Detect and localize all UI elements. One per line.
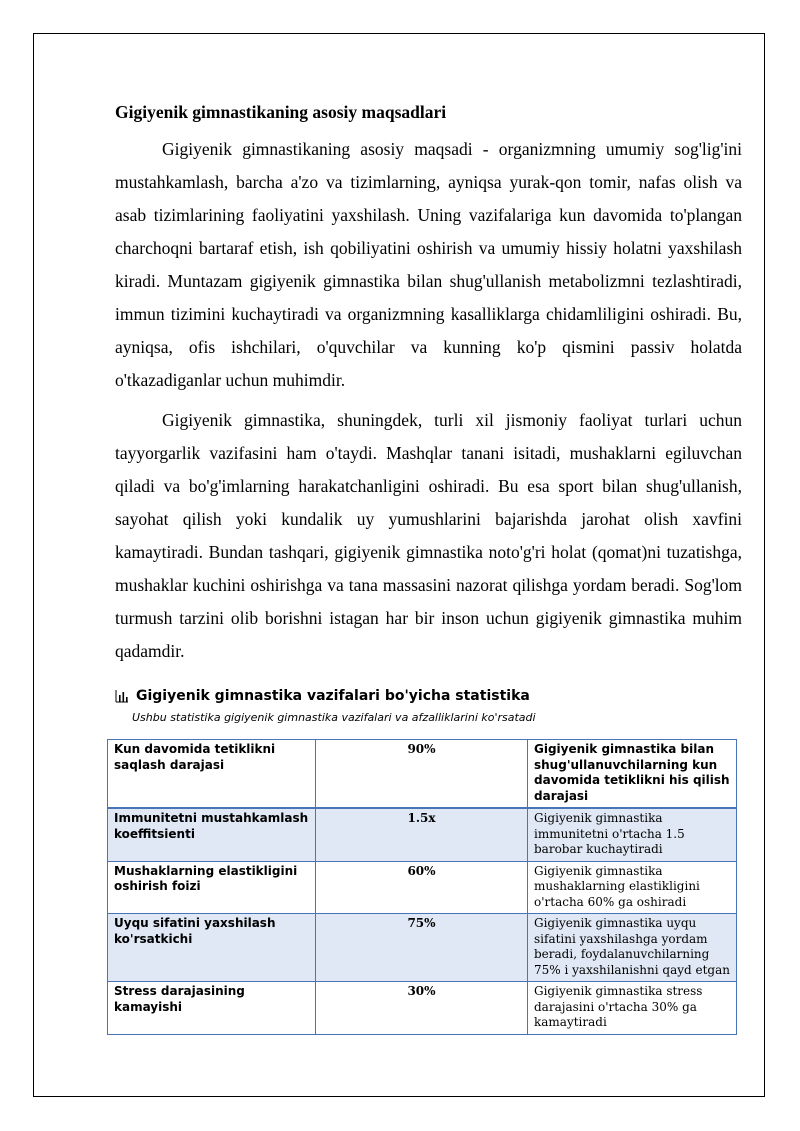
stats-table bbox=[107, 739, 737, 1035]
bar-chart-icon bbox=[115, 689, 129, 703]
stats-subtitle: Ushbu statistika gigiyenik gimnastika vazifalari va afzalliklarini ko'rsatadi bbox=[132, 711, 536, 724]
stats-heading bbox=[115, 686, 742, 706]
stat-value: 1.5x bbox=[316, 808, 528, 861]
stat-label: Stress darajasining kamayishi bbox=[108, 982, 316, 1035]
table-row bbox=[108, 808, 737, 861]
table-row bbox=[108, 861, 737, 914]
stat-label: Mushaklarning elastikligini oshirish foizi bbox=[108, 861, 316, 914]
stat-label: Immunitetni mustahkamlash koeffitsienti bbox=[108, 808, 316, 861]
stat-value: 90% bbox=[316, 740, 528, 809]
table-row bbox=[108, 914, 737, 982]
stat-value: 30% bbox=[316, 982, 528, 1035]
section-heading: Gigiyenik gimnastikaning asosiy maqsadlari bbox=[115, 102, 447, 122]
stat-label: Kun davomida tetiklikni saqlash darajasi bbox=[108, 740, 316, 809]
table-row bbox=[108, 982, 737, 1035]
paragraph: Gigiyenik gimnastika, shuningdek, turli xil jismoniy faoliyat turlari uchun tayyorgarlik vazifasini ham o'taydi. Mashqlar tanani isitadi, mushaklarni egiluvchan qiladi va bo'g'imlarning harakatchanligini oshiradi. Bu esa sport bilan shug'ullanish, sayohat qilish yoki kundalik uy yumushlarini bajarishda jarohat olish xavfini kamaytiradi. Bundan tashqari, gigiyenik gimnastika noto'g'ri holat (qomat)ni tuzatishga, mushaklar kuchini oshirishga va tana massasini nazorat qilishga yordam beradi. Sog'lom turmush tarzini olib borishni istagan har bir inson uchun gigiyenik gimnastika muhim qadamdir. bbox=[115, 410, 742, 661]
stat-description: Gigiyenik gimnastika immunitetni o'rtacha 1.5 barobar kuchaytiradi bbox=[528, 808, 737, 861]
document-body bbox=[115, 99, 742, 726]
stat-value: 75% bbox=[316, 914, 528, 982]
paragraph: Gigiyenik gimnastikaning asosiy maqsadi - organizmning umumiy sog'lig'ini mustahkamlash, barcha a'zo va tizimlarning, ayniqsa yurak-qon tomir, nafas olish va asab tizimlarining faoliyatini yaxshilash. Uning vazifalariga kun davomida to'plangan charchoqni bartaraf etish, ish qobiliyatini oshirish va umumiy hissiy holatni yaxshilash kiradi. Muntazam gigiyenik gimnastika bilan shug'ullanish metabolizmni tezlashtiradi, immun tizimini kuchaytiradi va organizmning kasalliklarga chidamliligini oshiradi. Bu, ayniqsa, ofis ishchilari, o'quvchilar va kunning ko'p qismini passiv holatda o'tkazadiganlar uchun muhimdir. bbox=[115, 139, 742, 390]
table-row bbox=[108, 740, 737, 809]
stat-value: 60% bbox=[316, 861, 528, 914]
stat-description: Gigiyenik gimnastika stress darajasini o'rtacha 30% ga kamaytiradi bbox=[528, 982, 737, 1035]
stats-title: Gigiyenik gimnastika vazifalari bo'yicha statistika bbox=[136, 688, 530, 704]
stat-description: Gigiyenik gimnastika bilan shug'ullanuvchilarning kun davomida tetiklikni his qilish darajasi bbox=[528, 740, 737, 809]
stat-label: Uyqu sifatini yaxshilash ko'rsatkichi bbox=[108, 914, 316, 982]
stat-description: Gigiyenik gimnastika mushaklarning elastikligini o'rtacha 60% ga oshiradi bbox=[528, 861, 737, 914]
stat-description: Gigiyenik gimnastika uyqu sifatini yaxshilashga yordam beradi, foydalanuvchilarning 75% i yaxshilanishni qayd etgan bbox=[528, 914, 737, 982]
